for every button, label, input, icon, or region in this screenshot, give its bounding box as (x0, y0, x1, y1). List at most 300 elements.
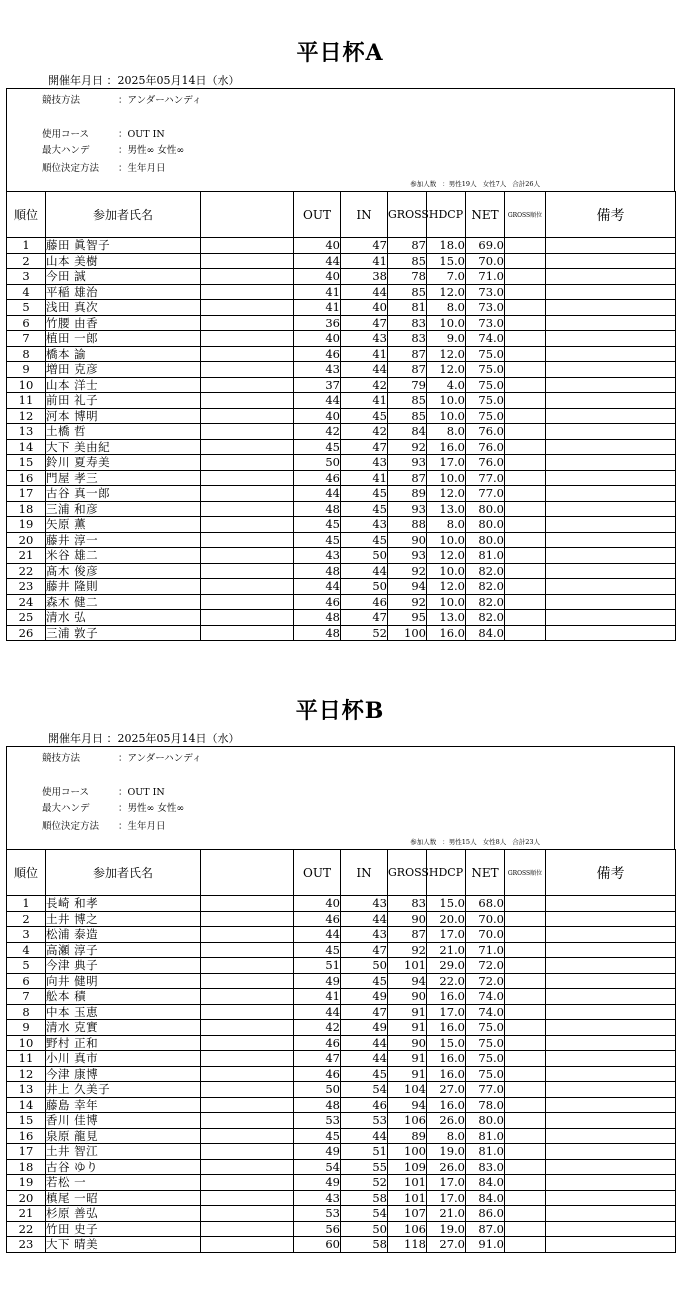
course-used (42, 784, 165, 798)
gross-cell: 90 (388, 1035, 427, 1051)
out-cell: 45 (294, 1128, 341, 1144)
remarks-cell (546, 1128, 676, 1144)
out-cell: 40 (294, 331, 341, 347)
hdcp-cell: 15.0 (427, 896, 466, 912)
gross-rank-cell (505, 1175, 546, 1191)
hdcp-cell: 10.0 (427, 470, 466, 486)
gross-cell: 93 (388, 501, 427, 517)
out-cell: 37 (294, 377, 341, 393)
in-header: IN (341, 850, 388, 896)
out-cell: 43 (294, 1190, 341, 1206)
hdcp-cell: 26.0 (427, 1113, 466, 1129)
blank-cell (201, 1082, 294, 1098)
hdcp-cell: 8.0 (427, 300, 466, 316)
gross-cell: 94 (388, 1097, 427, 1113)
name-cell: 古谷 ゆり (46, 1159, 201, 1175)
remarks-cell (546, 1221, 676, 1237)
out-cell: 48 (294, 625, 341, 641)
hdcp-cell: 12.0 (427, 548, 466, 564)
name-cell: 今津 典子 (46, 958, 201, 974)
gross-rank-cell (505, 958, 546, 974)
gross-cell: 94 (388, 579, 427, 595)
blank-cell (201, 1097, 294, 1113)
rank-cell: 16 (7, 470, 46, 486)
rank-header: 順位 (7, 192, 46, 238)
gross-cell: 93 (388, 455, 427, 471)
net-header: NET (466, 192, 505, 238)
gross-cell: 101 (388, 1190, 427, 1206)
remarks-cell (546, 958, 676, 974)
name-header: 参加者氏名 (46, 192, 201, 238)
net-cell: 73.0 (466, 300, 505, 316)
rank-cell: 17 (7, 1144, 46, 1160)
blank-cell (201, 1128, 294, 1144)
out-cell: 45 (294, 439, 341, 455)
name-cell: 前田 礼子 (46, 393, 201, 409)
ranking-method-value: ：生年月日 (118, 163, 166, 174)
rank-cell: 17 (7, 486, 46, 502)
course-used-value: ：OUT IN (118, 129, 165, 140)
out-cell: 45 (294, 942, 341, 958)
out-cell: 46 (294, 1035, 341, 1051)
date-value: ：2025年05月14日（水） (106, 74, 240, 87)
hdcp-cell: 7.0 (427, 269, 466, 285)
name-cell: 山本 美樹 (46, 253, 201, 269)
gross-cell: 83 (388, 331, 427, 347)
net-header: NET (466, 850, 505, 896)
out-cell: 48 (294, 501, 341, 517)
remarks-cell (546, 1035, 676, 1051)
hdcp-cell: 19.0 (427, 1144, 466, 1160)
net-cell: 84.0 (466, 1190, 505, 1206)
net-cell: 80.0 (466, 1113, 505, 1129)
competition-method-label: 競技方法 (42, 95, 81, 106)
net-cell: 75.0 (466, 408, 505, 424)
out-cell: 53 (294, 1113, 341, 1129)
net-cell: 77.0 (466, 1082, 505, 1098)
net-cell: 73.0 (466, 315, 505, 331)
table-row (7, 911, 676, 927)
name-cell: 今津 康博 (46, 1066, 201, 1082)
gross-rank-cell (505, 1221, 546, 1237)
rank-cell: 25 (7, 610, 46, 626)
net-cell: 71.0 (466, 942, 505, 958)
rank-cell: 7 (7, 331, 46, 347)
rank-cell: 6 (7, 973, 46, 989)
name-cell: 植田 一郎 (46, 331, 201, 347)
rank-cell: 4 (7, 284, 46, 300)
in-cell: 45 (341, 532, 388, 548)
gross-cell: 83 (388, 315, 427, 331)
rank-cell: 3 (7, 927, 46, 943)
remarks-cell (546, 942, 676, 958)
net-cell: 75.0 (466, 393, 505, 409)
rank-cell: 4 (7, 942, 46, 958)
hdcp-cell: 19.0 (427, 1221, 466, 1237)
out-cell: 40 (294, 269, 341, 285)
blank-cell (201, 989, 294, 1005)
name-cell: 竹腰 由香 (46, 315, 201, 331)
in-cell: 50 (341, 1221, 388, 1237)
remarks-cell (546, 1144, 676, 1160)
out-cell: 44 (294, 393, 341, 409)
hdcp-cell: 27.0 (427, 1237, 466, 1253)
blank-header (201, 850, 294, 896)
name-cell: 今田 誠 (46, 269, 201, 285)
name-cell: 藤井 隆則 (46, 579, 201, 595)
remarks-cell (546, 1004, 676, 1020)
gross-cell: 106 (388, 1221, 427, 1237)
in-cell: 54 (341, 1206, 388, 1222)
date-label: 開催年月日 (48, 732, 103, 745)
blank-cell (201, 1175, 294, 1191)
table-row (7, 989, 676, 1005)
remarks-cell (546, 1175, 676, 1191)
max-handicap-value: ：男性∞ 女性∞ (118, 145, 185, 156)
in-cell: 52 (341, 1175, 388, 1191)
gross-rank-header: GROSS順位 (505, 850, 546, 896)
date-label: 開催年月日 (48, 74, 103, 87)
in-header: IN (341, 192, 388, 238)
net-cell: 75.0 (466, 1066, 505, 1082)
competition-method-label: 競技方法 (42, 753, 81, 764)
out-cell: 46 (294, 911, 341, 927)
in-cell: 41 (341, 393, 388, 409)
gross-header: GROSS (388, 192, 427, 238)
rank-cell: 22 (7, 563, 46, 579)
in-cell: 55 (341, 1159, 388, 1175)
out-header: OUT (294, 850, 341, 896)
blank-cell (201, 1159, 294, 1175)
hdcp-cell: 10.0 (427, 563, 466, 579)
hdcp-cell: 16.0 (427, 1097, 466, 1113)
rank-cell: 2 (7, 253, 46, 269)
net-cell: 71.0 (466, 269, 505, 285)
net-cell: 80.0 (466, 532, 505, 548)
in-cell: 49 (341, 989, 388, 1005)
blank-cell (201, 1051, 294, 1067)
name-cell: 大下 晴美 (46, 1237, 201, 1253)
gross-cell: 94 (388, 973, 427, 989)
name-cell: 藤島 幸年 (46, 1097, 201, 1113)
rank-cell: 21 (7, 548, 46, 564)
in-cell: 43 (341, 517, 388, 533)
net-cell: 77.0 (466, 486, 505, 502)
hdcp-cell: 17.0 (427, 1190, 466, 1206)
gross-cell: 85 (388, 253, 427, 269)
hdcp-cell: 15.0 (427, 253, 466, 269)
gross-cell: 83 (388, 896, 427, 912)
gross-cell: 87 (388, 362, 427, 378)
table-row (7, 1066, 676, 1082)
out-cell: 46 (294, 346, 341, 362)
rank-cell: 19 (7, 1175, 46, 1191)
ranking-method-value: ：生年月日 (118, 821, 166, 832)
gross-rank-cell (505, 1051, 546, 1067)
in-cell: 46 (341, 1097, 388, 1113)
net-cell: 70.0 (466, 911, 505, 927)
hdcp-cell: 20.0 (427, 911, 466, 927)
out-cell: 40 (294, 238, 341, 254)
in-cell: 45 (341, 501, 388, 517)
hdcp-cell: 17.0 (427, 1175, 466, 1191)
gross-cell: 92 (388, 942, 427, 958)
in-cell: 58 (341, 1237, 388, 1253)
name-cell: 藤井 淳一 (46, 532, 201, 548)
in-cell: 44 (341, 1128, 388, 1144)
rank-cell: 10 (7, 377, 46, 393)
table-title: 平日杯A (296, 40, 384, 66)
gross-cell: 89 (388, 486, 427, 502)
gross-rank-cell (505, 1206, 546, 1222)
gross-rank-cell (505, 1237, 546, 1253)
hdcp-cell: 16.0 (427, 989, 466, 1005)
in-cell: 43 (341, 927, 388, 943)
in-cell: 41 (341, 346, 388, 362)
hdcp-cell: 8.0 (427, 517, 466, 533)
name-cell: 三浦 敦子 (46, 625, 201, 641)
out-cell: 48 (294, 610, 341, 626)
out-cell: 53 (294, 1206, 341, 1222)
rank-cell: 20 (7, 1190, 46, 1206)
gross-cell: 91 (388, 1066, 427, 1082)
gross-cell: 78 (388, 269, 427, 285)
in-cell: 40 (341, 300, 388, 316)
name-cell: 藤田 眞智子 (46, 238, 201, 254)
name-cell: 橋本 諭 (46, 346, 201, 362)
blank-cell (201, 1237, 294, 1253)
net-cell: 75.0 (466, 1035, 505, 1051)
gross-cell: 93 (388, 548, 427, 564)
name-cell: 井上 久美子 (46, 1082, 201, 1098)
rank-cell: 8 (7, 1004, 46, 1020)
name-cell: 大下 美由紀 (46, 439, 201, 455)
gross-cell: 90 (388, 989, 427, 1005)
out-header: OUT (294, 192, 341, 238)
out-cell: 41 (294, 300, 341, 316)
gross-rank-cell (505, 1128, 546, 1144)
net-cell: 81.0 (466, 1144, 505, 1160)
hdcp-cell: 4.0 (427, 377, 466, 393)
gross-cell: 101 (388, 958, 427, 974)
rank-cell: 14 (7, 1097, 46, 1113)
participants-label: 参加人数 (410, 180, 437, 188)
rank-cell: 18 (7, 1159, 46, 1175)
gross-cell: 81 (388, 300, 427, 316)
gross-cell: 118 (388, 1237, 427, 1253)
in-cell: 42 (341, 424, 388, 440)
course-used-label: 使用コース (42, 129, 90, 140)
out-cell: 44 (294, 927, 341, 943)
net-cell: 75.0 (466, 1051, 505, 1067)
ranking-method-label: 順位決定方法 (42, 163, 100, 174)
max-handicap-value: ：男性∞ 女性∞ (118, 803, 185, 814)
hdcp-cell: 13.0 (427, 610, 466, 626)
name-cell: 古谷 真一郎 (46, 486, 201, 502)
name-cell: 山本 洋士 (46, 377, 201, 393)
rank-cell: 22 (7, 1221, 46, 1237)
table-row (7, 1020, 676, 1036)
rank-cell: 9 (7, 1020, 46, 1036)
rank-cell: 6 (7, 315, 46, 331)
net-cell: 81.0 (466, 548, 505, 564)
out-cell: 44 (294, 253, 341, 269)
in-cell: 52 (341, 625, 388, 641)
remarks-cell (546, 1237, 676, 1253)
total-count: 合計23人 (512, 838, 540, 846)
out-cell: 47 (294, 1051, 341, 1067)
hdcp-cell: 16.0 (427, 1020, 466, 1036)
rank-cell: 19 (7, 517, 46, 533)
female-count: 女性7人 (482, 180, 507, 188)
remarks-header: 備考 (546, 192, 676, 238)
in-cell: 47 (341, 1004, 388, 1020)
gross-cell: 91 (388, 1020, 427, 1036)
remarks-cell (546, 1113, 676, 1129)
hdcp-cell: 17.0 (427, 1004, 466, 1020)
net-cell: 84.0 (466, 625, 505, 641)
gross-rank-cell (505, 1035, 546, 1051)
net-cell: 78.0 (466, 1097, 505, 1113)
hdcp-cell: 21.0 (427, 942, 466, 958)
blank-cell (201, 1035, 294, 1051)
name-cell: 松浦 泰造 (46, 927, 201, 943)
in-cell: 45 (341, 973, 388, 989)
rank-cell: 21 (7, 1206, 46, 1222)
hdcp-cell: 10.0 (427, 532, 466, 548)
gross-cell: 100 (388, 625, 427, 641)
hdcp-cell: 12.0 (427, 486, 466, 502)
name-cell: 門屋 孝三 (46, 470, 201, 486)
hdcp-cell: 15.0 (427, 1035, 466, 1051)
table-row (7, 1190, 676, 1206)
in-cell: 44 (341, 1035, 388, 1051)
name-cell: 泉原 龍見 (46, 1128, 201, 1144)
out-cell: 48 (294, 1097, 341, 1113)
gross-cell: 95 (388, 610, 427, 626)
table-row (7, 1237, 676, 1253)
net-cell: 80.0 (466, 517, 505, 533)
rank-cell: 1 (7, 896, 46, 912)
gross-cell: 101 (388, 1175, 427, 1191)
gross-rank-cell (505, 1190, 546, 1206)
gross-rank-cell (505, 911, 546, 927)
rank-cell: 2 (7, 911, 46, 927)
name-cell: 香川 佳博 (46, 1113, 201, 1129)
name-cell: 舩本 積 (46, 989, 201, 1005)
name-header: 参加者氏名 (46, 850, 201, 896)
in-cell: 41 (341, 253, 388, 269)
out-cell: 50 (294, 1082, 341, 1098)
name-cell: 矢原 薫 (46, 517, 201, 533)
hdcp-cell: 16.0 (427, 439, 466, 455)
remarks-cell (546, 989, 676, 1005)
gross-cell: 92 (388, 594, 427, 610)
rank-cell: 3 (7, 269, 46, 285)
remarks-cell (546, 1051, 676, 1067)
gross-cell: 88 (388, 517, 427, 533)
table-row (7, 942, 676, 958)
remarks-cell (546, 973, 676, 989)
gross-cell: 84 (388, 424, 427, 440)
hdcp-cell: 8.0 (427, 1128, 466, 1144)
out-cell: 49 (294, 1175, 341, 1191)
in-cell: 44 (341, 362, 388, 378)
blank-cell (201, 1066, 294, 1082)
gross-cell: 100 (388, 1144, 427, 1160)
blank-cell (201, 942, 294, 958)
name-cell: 米谷 雄二 (46, 548, 201, 564)
out-cell: 44 (294, 1004, 341, 1020)
table-row (7, 1051, 676, 1067)
table-row (7, 1144, 676, 1160)
out-cell: 45 (294, 532, 341, 548)
hdcp-cell: 10.0 (427, 315, 466, 331)
rank-cell: 15 (7, 455, 46, 471)
table-row (7, 1004, 676, 1020)
name-cell: 小川 真市 (46, 1051, 201, 1067)
name-cell: 増田 克彦 (46, 362, 201, 378)
remarks-cell (546, 896, 676, 912)
net-cell: 68.0 (466, 896, 505, 912)
out-cell: 42 (294, 424, 341, 440)
rank-cell: 5 (7, 958, 46, 974)
blank-cell (201, 927, 294, 943)
remarks-header: 備考 (546, 850, 676, 896)
gross-rank-cell (505, 1082, 546, 1098)
hdcp-cell: 10.0 (427, 594, 466, 610)
in-cell: 54 (341, 1082, 388, 1098)
in-cell: 44 (341, 284, 388, 300)
rank-cell: 12 (7, 1066, 46, 1082)
participants-label: 参加人数 (410, 838, 437, 846)
remarks-cell (546, 927, 676, 943)
net-cell: 70.0 (466, 253, 505, 269)
gross-cell: 90 (388, 911, 427, 927)
gross-cell: 87 (388, 346, 427, 362)
blank-cell (201, 1004, 294, 1020)
max-handicap-label: 最大ハンデ (42, 145, 90, 156)
date-line (48, 730, 240, 746)
in-cell: 43 (341, 331, 388, 347)
net-cell: 91.0 (466, 1237, 505, 1253)
hdcp-cell: 12.0 (427, 284, 466, 300)
in-cell: 50 (341, 579, 388, 595)
hdcp-cell: 12.0 (427, 579, 466, 595)
out-cell: 48 (294, 563, 341, 579)
name-cell: 中本 玉恵 (46, 1004, 201, 1020)
table-row (7, 1206, 676, 1222)
hdcp-cell: 17.0 (427, 455, 466, 471)
out-cell: 56 (294, 1221, 341, 1237)
rank-cell: 24 (7, 594, 46, 610)
max-handicap (42, 800, 184, 814)
name-cell: 三浦 和彦 (46, 501, 201, 517)
table-title: 平日杯B (295, 698, 385, 724)
out-cell: 46 (294, 1066, 341, 1082)
rank-cell: 7 (7, 989, 46, 1005)
name-cell: 土井 博之 (46, 911, 201, 927)
gross-rank-cell (505, 1144, 546, 1160)
remarks-cell (546, 1159, 676, 1175)
in-cell: 53 (341, 1113, 388, 1129)
gross-rank-header: GROSS順位 (505, 192, 546, 238)
net-cell: 75.0 (466, 346, 505, 362)
hdcp-cell: 29.0 (427, 958, 466, 974)
net-cell: 82.0 (466, 594, 505, 610)
out-cell: 40 (294, 896, 341, 912)
gross-rank-cell (505, 927, 546, 943)
